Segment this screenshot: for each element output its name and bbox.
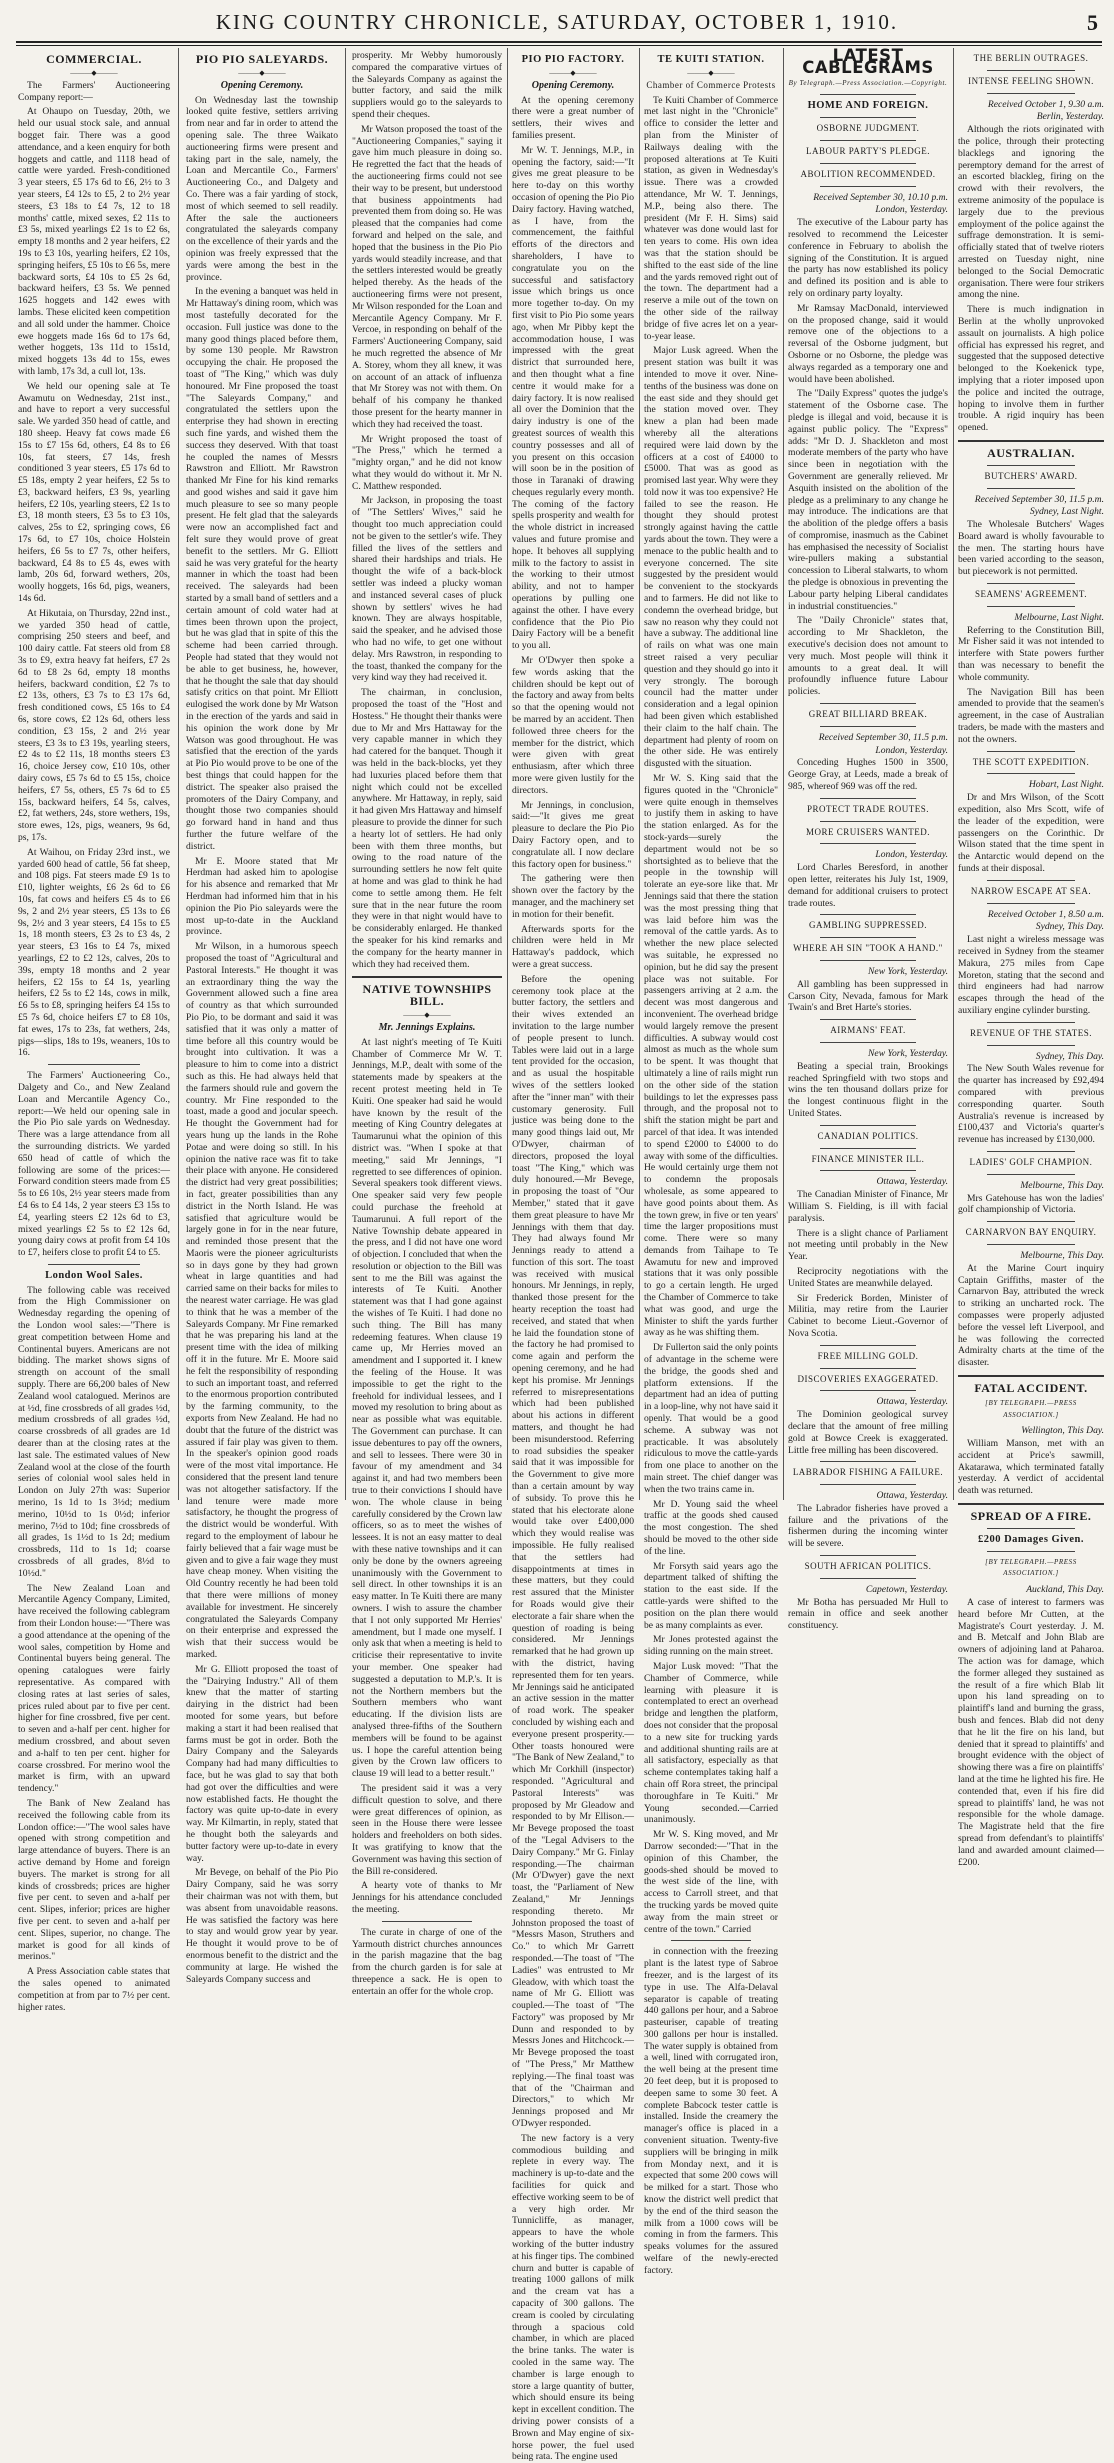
- article-headline: London Wool Sales.: [45, 1269, 143, 1281]
- paragraph: The Wholesale Butchers' Wages Board award is wholly favourable to the men. The starting hours have been varied according to the season, but piecework is not permitted.: [958, 519, 1104, 578]
- divider: [820, 798, 916, 799]
- dateline: Sydney, This Day.: [1035, 921, 1104, 933]
- page-number: 5: [1087, 10, 1100, 35]
- divider: [987, 488, 1075, 489]
- dateline: Ottawa, Yesterday.: [876, 1176, 948, 1188]
- section-caption: CARNARVON BAY ENQUIRY.: [965, 1227, 1097, 1238]
- column-latest-cablegrams: [788, 46, 948, 1632]
- paragraph: Sir Frederick Borden, Minister of Militia, may retire from the Laurier Cabinet to become Lieut.-Governor of Nova Scotia.: [788, 1292, 948, 1339]
- dateline: Melbourne, This Day.: [1020, 1179, 1104, 1191]
- ornament-rule: ———◆———: [70, 68, 118, 77]
- section-caption: OSBORNE JUDGMENT.: [816, 123, 920, 134]
- paragraph: A case of interest to farmers was heard before Mr Cutten, at the Magistrate's Court yesterday. J. M. and B. Metcalf and John Blab are owners of adjoining land at Paharoa. The action was for damage, which the former alleged they sustained as the result of a fire which Blab lit upon his land spreading on to plaintiff's land and burning the grass, bush and fences. Blab did not deny that he lit the fire on his land, but denied that it spread to plaintiffs' and brought evidence with the object of showing there was a fire on plaintiffs' land at the time he lighted his fire. He contended that, even if his fire did spread to plaintiffs' land, he was not responsible for the whole damage. The Magistrate held that the fire spread from defendant's to plaintiffs' land and awarded amount claimed—£200.: [958, 1597, 1104, 1868]
- section-caption: AIRMANS' FEAT.: [830, 1025, 906, 1036]
- paragraph: The curate in charge of one of the Yarmouth district churches announces in the parish magazine that the bag from the church garden is for sale at threepence a sack. He is open to entertain an offer for the whole crop.: [352, 1926, 502, 1997]
- divider: [820, 94, 916, 95]
- section-caption: DISCOVERIES EXAGGERATED.: [797, 1373, 939, 1384]
- paragraph: Mr E. Moore stated that Mr Herdman had asked him to apologise for his absence and remarked that Mr Herdman had informed him that in his opinion the Pio Pio saleyards were the most up-to-date in the Auckland province.: [186, 855, 338, 938]
- dateline: New York, Yesterday.: [868, 966, 948, 977]
- divider: [987, 880, 1075, 881]
- divider: [820, 1125, 916, 1126]
- article-subheading: Opening Ceremony.: [531, 79, 615, 91]
- paragraph: The gathering were then shown over the factory by the manager, and the machinery set in motion for their benefit.: [512, 873, 634, 920]
- dateline: Hobart, Last Night.: [1028, 779, 1104, 791]
- divider: [820, 140, 916, 141]
- paragraph: Mr W. T. Jennings, M.P., in opening the factory, said:—"It gives me great pleasure to be here to-day on this worthy occasion of opening the Pio Pio Dairy factory. Having watched, as I have, from the commencement, the faithful efforts of the directors and shareholders, I have to congratulate you on the successful and satisfactory issue which brings us once more together to-day. On my first visit to Pio Pio some years ago, when Mr Pibby kept the accommodation house, I was impressed with the great district that surrounded here, and then thought what a fine centre it would make for a dairy factory. It is now realised all over the Dominion that the dairy industry is one of the greatest sources of wealth this country possesses and all of you present on this occasion will soon be in the position of those in Taranaki of drawing cheques regularly every month. The coming of the factory spells prosperity and wealth for the whole district in increased values and future promise and hope. It behoves all supplying milk to the factory to assist in the working to their utmost ability, and not to hamper operations by pulling one against the other. I have every confidence that the Pio Pio Dairy Factory will be a benefit to you all.: [512, 144, 634, 652]
- dateline: Sydney, This Day.: [1035, 1050, 1104, 1062]
- paragraph: Before the opening ceremony took place at the butter factory, the settlers and their wives extended an invitation to the large number of people present to lunch. Tables were laid out in a large tent provided for the occasion, and as usual the hospitable wives of the settlers looked after the "inner man" with their customary generosity. Full justice was being done to the many good things laid out, Mr O'Dwyer, chairman of directors, proposed the loyal toast "The King," which was duly honoured.—Mr Bevege, in proposing the toast of "Our Member," stated that it gave them great pleasure to have Mr Jennings with them that day. They had always found Mr Jennings ready to attend a function of this sort. The toast was received with musical honours. Mr Jennings, in reply, thanked those present for the hearty reception the toast had received, and stated that when he laid the foundation stone of the factory he had promised to come again and perform the opening ceremony, and he had kept his promise. Mr Jennings referred to misrepresentations which had been published about his actions in different matters, and thought he had been misunderstood. Referring to road subsidies the speaker said that it was impossible for the Government to give more than a certain amount by way of subsidy. To prove this he stated that his electorate alone would take over £400,000 which they would realise was impossible. He fully realised that the settlers had disappointments at times in these matters, but they could rest assured that the Minister for Roads would give their electorate a fair share when the question of roading is being considered. Mr Jennings remarked that he had grown up with the district, having represented them for ten years. Mr Jennings said he anticipated an active session in the matter of road work. The speaker concluded by wishing each and everyone present prosperity.—Other toasts honoured were "The Bank of New Zealand," to which Mr Corkhill (inspector) responded. "Agricultural and Pastoral Interests" was proposed by Mr Gleadow and responded to by Mr Ellison.—Mr Bevege proposed the toast of the "Legal Advisers to the Dairy Company." Mr G. Finlay responding.—The chairman (Mr O'Dwyer) gave the next toast, the "Parliament of New Zealand," Mr Jennings responding thereto. Mr Johnston proposed the toast of "Messrs Mason, Struthers and Co." to which Mr Garrett responded.—The toast of "The Ladies" was entrusted to Mr Gleadow, with which toast the name of Mr G. Elliott was coupled.—The toast of "The Factory" was proposed by Mr Dunn and responded to by Messrs Jones and Hitchcock.—Mr Bevege proposed the toast of "The Press," Mr Matthew replying.—The final toast was that of the "Chairman and Directors," to which Mr Jennings proposed and Mr O'Dwyer responded.: [512, 973, 634, 2130]
- article-headline: PIO PIO SALEYARDS.: [195, 52, 329, 66]
- column-rule: [507, 48, 508, 1500]
- paragraph: Mr Wilson, in a humorous speech proposed the toast of "Agricultural and Pastoral Interests." He thought it was an extraordinary thing the way the Government allowed such a fine area of country as that which surrounded Pio Pio, to be dormant and said it was satisfied that it was only a matter of time before all this country would be brought into cultivation. It was a pleasure to him to come into a district such as this. He had always held that the farmers should rule and govern the country. Mr Fine responded to the toast, made a good and jocular speech. He thought the Government had for years hung up the lands in the Rohe Potae and were doing so still. In his opinion the native race was fit to take their place with anyone. He considered the district had very great possibilities; in fact, greater possibilities than any district in the North Island. He was satisfied that agriculture would be largely gone in for in the near future, and reminded those present that the Maoris were the pioneer agriculturists so in days gone by they had grown wheat in large quantities and had carried same on their backs for miles to the nearest water carriage. He was glad to think that he was a member of the Saleyards Company. Mr Fine remarked that he was preparing his land at the present time with the idea of milking off it in the future. Mr E. Moore said he felt the responsibility of responding to such an important toast, and referred to the enormous proportion contributed by the farming community, to the exports from New Zealand. He had no doubt that the future of the district was assured if fair play was given to them. In the speaker's opinion good roads were of the most vital importance. He considered that the present land tenure was not altogether satisfactory. If the land tenure were made more satisfactory, he thought the progress of the district would be wonderful. With regard to the employment of labour he fairly believed that a fair wage must be given and to give a fair wage they must have cheap money. When visiting the Old Country recently he had been told that there were millions of money available for investment. He sincerely congratulated the Saleyards Company on their enterprise and expressed the wish that their success would be marked.: [186, 941, 338, 1660]
- dateline: Melbourne, Last Night.: [1014, 611, 1104, 623]
- paragraph: In the evening a banquet was held in Mr Hattaway's dining room, which was most tastefully decorated for the occasion. Full justice was done to the many good things placed before them, by some 130 people. Mr Rawstron occupying the chair. He proposed the toast of "The King," which was duly honoured. Mr Fine proposed the toast "The Saleyards Company," and congratulated the settlers upon the enterprise they had shown in erecting such fine yards, and wished them the success they deserved. With that toast he coupled the names of Messrs Rawstron and Elliott. Mr Rawstron thanked Mr Fine for his kind remarks and good wishes and said it gave him much pleasure to see so many people present. He felt glad that the saleyards were now an accomplished fact and felt sure they would prove of great benefit to the settlers. Mr G. Elliott said he was very grateful for the hearty manner in which the toast had been received. The saleyards had been started by a small band of settlers and a certain amount of cold water had at times been thrown upon the project, but he was glad that in spite of this the scheme had been carried through. People had stated that they would not be able to get business, he, however, that he thought the sale that day should satisfy critics on that point. Mr Elliott eulogised the work done by Mr Watson in the erection of the yards and said in his opinion the work done by Mr Watson was good throughout. He was satisfied that the erection of the yards at Pio Pio would prove to be one of the best things that could happen for the district. The speaker also praised the promoters of the Dairy Company, and thought those two companies should go forward hand in hand and thus further the future welfare of the district.: [186, 286, 338, 852]
- section-caption: INTENSE FEELING SHOWN.: [968, 75, 1094, 86]
- divider: [987, 465, 1075, 466]
- section-caption: SOUTH AFRICAN POLITICS.: [804, 1561, 932, 1572]
- divider: [820, 1170, 916, 1171]
- section-caption: LADIES' GOLF CHAMPION.: [969, 1156, 1093, 1167]
- divider: [987, 1151, 1075, 1152]
- press-credit: [BY TELEGRAPH.—PRESS ASSOCIATION.]: [985, 1398, 1077, 1419]
- section-caption: REVENUE OF THE STATES.: [969, 1027, 1093, 1038]
- dateline: New York, Yesterday.: [868, 1047, 948, 1059]
- paragraph: Afterwards sports for the children were held in Mr Hattaway's paddock, which were a great success.: [512, 923, 634, 970]
- masthead: [0, 10, 1114, 36]
- paragraph: Reciprocity negotiations with the United States are meanwhile delayed.: [788, 1265, 948, 1289]
- column-pio-pio-factory: [512, 50, 634, 2463]
- divider: [987, 1551, 1075, 1552]
- divider: [987, 1244, 1075, 1245]
- press-credit: By Telegraph.—Press Association.—Copyright.: [788, 78, 948, 87]
- paragraph: The following cable was received from the High Commissioner on Wednesday regarding the opening of the London wool sales:—"There is great competition between Home and Continental buyers. Americans are not bidding. The market shows signs of strength on account of the small supply. There are 66,200 bales of New Zealand wool catalogued. Merinos are at ½d, fine crossbreds of all grades ½d, medium crossbreds of all grades ½d, coarse crossbreds of all grades are 1d dearer than at the closing rates at the last sale. The estimated values of New Zealand wool at the close of the fourth series of colonial wool sales held in London on July 27th was: Superior merino, 1s 1d to 1s 3½d; medium merino, 10½d to 1s 0½d; inferior merino, 7½d to 10d; fine crossbreds of all grades, 1s 1½d to 1s 2d; medium crossbreds, 11d to 1s 1d; coarse crossbreds of all grades, 8½d to 10½d.": [18, 1284, 170, 1579]
- divider: [820, 914, 916, 915]
- paragraph: Although the riots originated with the police, through their protecting blacklegs and ignoring the peremptory demand for the arrest of an escorted blackleg, firing on the crowd with their revolvers, the extreme animosity of the populace is largely due to the previous employment of the police against the suffrage demonstration. It is semi-officially stated that of twelve rioters arrested on Tuesday night, nine belonged to the Social Democratic organisation. There were four strikers among the nine.: [958, 124, 1104, 301]
- divider: [820, 1461, 916, 1462]
- paragraph: Lord Charles Beresford, in another open letter, reiterates his July 1st, 1909, demand for additional cruisers to protect trade routes.: [788, 862, 948, 909]
- paragraph: Last night a wireless message was received in Sydney from the steamer Makura, 275 miles from Cape Moreton, stating that the second and third engineers had had narrow escapes through the head of the auxiliary engine cylinder bursting.: [958, 934, 1104, 1016]
- divider: [987, 1045, 1075, 1046]
- paragraph: Mr Botha has persuaded Mr Hull to remain in office and seek another constituency.: [788, 1596, 948, 1632]
- divider: [987, 1221, 1075, 1222]
- paragraph: Beating a special train, Brookings reached Springfield with two stops and wins the ten thousand dollars prize for the longest continuous flight in the United States.: [788, 1060, 948, 1119]
- paragraph: Mrs Gatehouse has won the ladies' golf championship of Victoria.: [958, 1192, 1104, 1216]
- divider: [987, 1174, 1075, 1175]
- article-headline: FATAL ACCIDENT.: [974, 1380, 1088, 1395]
- column-te-kuiti-station: [644, 50, 778, 2276]
- paragraph: Mr Ramsay MacDonald, interviewed on the proposed change, said it would remove one of the objections to a reversal of the Osborne judgment, but Osborne or no Osborne, the pledge was always regarded as a temporary one and would have been abolished.: [788, 302, 948, 385]
- section-caption: THE BERLIN OUTRAGES.: [973, 53, 1089, 63]
- paragraph: The Dominion geological survey declare that the amount of free milling gold at Bowce Creek is exaggerated. Little free milling has been discovered.: [788, 1409, 948, 1456]
- article-headline: TE KUITI STATION.: [657, 54, 765, 65]
- divider: [987, 583, 1075, 584]
- article-headline: HOME AND FOREIGN.: [807, 100, 929, 112]
- column-rule: [783, 48, 784, 1500]
- ornament-rule: ———◆———: [549, 68, 597, 77]
- section-caption: THE SCOTT EXPEDITION.: [972, 756, 1090, 767]
- divider: [820, 1368, 916, 1369]
- paragraph: The Bank of New Zealand has received the following cable from its London office:—"The wool sales have opened with strong competition and large attendance of buyers. There is an active demand by Home and foreign buyers. The market is strong for all kinds of crossbreds; prices are higher five per cent. to seven and a-half per cent. Slipes, inferior; prices are higher five per cent. to seven and a-half per cent. Slipes, superior, no change. The market is good for all kinds of merinos.": [18, 1797, 170, 1963]
- paragraph: The New Zealand Loan and Mercantile Agency Company, Limited, have received the following cablegram from their London house:—"There was a good attendance at the opening of the wool sales, competition by Home and Continental buyers being general. The opening catalogues were fairly representative. As compared with closing rates at last series of sales, prices ruled about par to five per cent. higher for fine crossbred, five per cent. to seven and a-half per cent. higher for medium crossbred, and about seven and a-half to ten per cent. higher for coarse crossbred. For merino wool the market is firm, with an upward tendency.": [18, 1582, 170, 1795]
- paragraph: Mr Forsyth said years ago the department talked of shifting the station to the east side. If the cattle-yards were shifted to the position on the plan there would be as many complaints as ever.: [644, 1560, 778, 1631]
- section-caption: FINANCE MINISTER ILL.: [811, 1153, 925, 1164]
- dateline: London, Yesterday.: [875, 204, 948, 216]
- divider: [820, 186, 916, 187]
- paragraph: The president said it was a very difficult question to solve, and there were great differences of opinion, as seen in the House there were lessee holders and freeholders on both sides. It was gratifying to know that the Government was having this section of the Bill re-considered.: [352, 1782, 503, 1877]
- divider: [820, 1390, 916, 1391]
- paragraph: The new factory is a very commodious building and replete in every way. The machinery is up-to-date and the facilities for quick and effective working seem to be of a very high order. Mr Tunnicliffe, as manager, appears to have the whole working of the butter industry at his finger tips. The combined churn and butter is capable of treating 1000 gallons of milk and the cream vat has a capacity of 300 gallons. The cream is cooled by circulating through a spacious cold chamber, in which are placed the brine tanks. The water is cooled in the same way. The chamber is large enough to store a large quantity of butter, which should ensure its being kept in excellent condition. The driving power consists of a Brown and May engine of six-horse power, the fuel used being rata. The engine used: [512, 2132, 634, 2463]
- section-caption: Chamber of Commerce Protests: [646, 79, 776, 90]
- divider: [820, 117, 916, 118]
- divider: [987, 606, 1075, 607]
- paragraph: Mr Jennings, in conclusion, said:—"It gives me great pleasure to declare the Pio Pio Dairy Factory open, and to congratulate all. I now declare this factory open for business.": [512, 799, 634, 870]
- section-caption: CANADIAN POLITICS.: [817, 1130, 919, 1141]
- paragraph: All gambling has been suppressed in Carson City, Nevada, famous for Mark Twain's and Bret Harte's stories.: [788, 978, 948, 1014]
- paragraph: The "Daily Chronicle" states that, according to Mr Shackleton, the executive's decision does not amount to very much. Most people will think it amounts to a great deal. It will profoundly influence future Labour policies.: [788, 615, 948, 698]
- column-rule: [178, 48, 179, 1500]
- paragraph: We held our opening sale at Te Awamutu on Wednesday, 21st inst., and have to report a very successful sale. We yarded 350 head of cattle, and 180 sheep. Heavy fat cows made £6 15s to £7 15s 6d, others, £4 8s to £6 10s, fat steers, £7 14s, fresh conditioned 3 year steers, £5 17s 6d to £5 18s, empty 2 year heifers, £2 5s to £3, backward heifers, £3 9s, yearling heifers, £2 10s, yearling steers, £2 1s to £3, 18 month steers, £3 5s to £3 10s, calves, 25s to £2, springing cows, £6 17s 6d, to £7 10s, choice Holstein heifers, £6 5s to £7 7s, other heifers, backward, £4 8s to £5 4s, ewes with lamb, 20s 6d, forward wethers, 20s, woolly hoggets, 16s 6d, pigs, weaners, 14s 6d.: [18, 380, 170, 605]
- column-rule: [345, 48, 346, 1500]
- paragraph: prosperity. Mr Webby humorously compared the comparative virtues of the Saleyards Company as against the butter factory, and said the milk suppliers would go to the saleyards to spend their cheques.: [352, 50, 502, 120]
- dateline: Received September 30, 11.5 p.m.: [974, 493, 1104, 505]
- section-caption: GAMBLING SUPPRESSED.: [808, 920, 928, 931]
- divider: [820, 843, 916, 844]
- divider: [820, 1345, 916, 1346]
- divider: [820, 163, 916, 164]
- divider: [820, 960, 916, 961]
- divider: [820, 1148, 916, 1149]
- section-caption: ABOLITION RECOMMENDED.: [800, 168, 936, 179]
- section-caption: LABRADOR FISHING A FAILURE.: [792, 1467, 944, 1478]
- paragraph: At the opening ceremony there were a great number of settlers, their wives and families present.: [512, 94, 634, 141]
- divider: [820, 1555, 916, 1556]
- dateline: Berlin, Yesterday.: [1036, 111, 1104, 123]
- paragraph: Te Kuiti Chamber of Commerce met last night in the "Chronicle" office to consider the letter and plan from the Minister of Railways dealing with the proposed alterations at Te Kuiti station, as given in Wednesday's issue. There was a crowded attendance, Mr W. T. Jennings, M.P., being also there. The president (Mr F. H. Sims) said whatever was done would last for ten years to come. His own idea was that the station should be shifted to the east side of the line and the yards removed right out of the town. The department had a reserve a mile out of the town on the other side of the railway bridge of five acres let on a year-to-year lease.: [644, 94, 778, 342]
- masthead-rule: [16, 41, 1102, 46]
- paragraph: There is much indignation in Berlin at the wholly unprovoked assault on journalists. A high police official has expressed his regret, and suggested that the supposed detective belonged to the Koekenick type, implying that a rioter imposed upon the police and incited the outrage, hoping to involve them in further trouble. A rigid inquiry has been opened.: [958, 304, 1104, 434]
- paragraph: Mr Watson proposed the toast of the "Auctioneering Companies," saying it gave him much pleasure in doing so. He regretted the fact that the heads of the auctioneering firms could not see their way to be present, but understood that business appointments had prevented them from doing so. He was pleased that the companies had come forward and helped on the sale, and hoped that the business in the Pio Pio yards would steadily increase, and that the settlers interested would be greatly helped thereby. As the heads of the auctioneering firms were not present, Mr Wilson responded for the Loan and Mercantile Agency Company. Mr F. Vercoe, in responding on behalf of the Farmers' Auctioneering Company, said he much regretted the absence of Mr A. Storey, whom they all knew, it was on account of an attack of influenza that Mr Storey was not with them. On behalf of his company he thanked those present for the hearty manner in which they had received the toast.: [352, 123, 502, 430]
- dateline: London, Yesterday.: [875, 849, 948, 861]
- column-rule: [953, 48, 954, 1500]
- paragraph: Mr W. S. King moved, and Mr Darrow seconded:—"That in the opinion of this Chamber, the goods-shed should be moved to the west side of the line, with access to Carroll street, and that the trucking yards be moved quite away from the main street or centre of the town." Carried: [644, 1829, 778, 1935]
- paragraph: Dr Fullerton said the only points of advantage in the scheme were the bridge, the goods shed and platform extensions. If the department had an idea of putting in a loop-line, why not have said it openly. That would be a good scheme. A subway was not practicable. It was absolutely ridiculous to move the cattle-yards from one place to another on the main street. The chief danger was when the two trains came in.: [644, 1342, 778, 1495]
- paragraph: Mr Wright proposed the toast of "The Press," which he termed a "mighty organ," and he did not know what they would do without it. Mr N. C. Matthew responded.: [352, 433, 502, 492]
- article-headline: LATEST CABLEGRAMS: [802, 46, 934, 77]
- paragraph: Referring to the Constitution Bill, Mr Fisher said it was not intended to interfere with State powers further than was necessary to benefit the whole community.: [958, 624, 1104, 683]
- ornament-rule: ———◆———: [403, 1010, 451, 1019]
- column-pio-pio-saleyards: [186, 50, 338, 1985]
- press-credit: [BY TELEGRAPH.—PRESS ASSOCIATION.]: [985, 1557, 1077, 1578]
- divider: [987, 93, 1075, 94]
- dateline: Ottawa, Yesterday.: [876, 1396, 948, 1408]
- section-caption: NARROW ESCAPE AT SEA.: [970, 885, 1092, 896]
- divider: [820, 1019, 916, 1020]
- ornament-rule: ———◆———: [238, 68, 286, 77]
- dateline: London, Yesterday.: [875, 744, 948, 756]
- paragraph: Mr Jackson, in proposing the toast of "The Settlers' Wives," said he thought too much appreciation could not be given to the settler's wife. They filled the lives of the settlers and shared their hardships and trials. He thought the wife of a back-block settler was indeed a plucky woman and instanced several cases of pluck shown by settlers' wives he had known. They are always hospitable, said the speaker, and he advised those who had no wife, to get one without delay. Mrs Rawstron, in responding to the toast, thanked the company for the very kind way they had received it.: [352, 495, 502, 684]
- divider: [820, 821, 916, 822]
- article-headline: NATIVE TOWNSHIPS BILL.: [362, 982, 492, 1009]
- divider: [958, 1375, 1104, 1377]
- paragraph: At Waihou, on Friday 23rd inst., we yarded 600 head of cattle, 56 fat sheep, and 108 pigs. Fat steers made £9 1s to £10, lighter weights, £6 2s 6d to £6 10s, fat cows and heifers £5 4s to £6 9s, 2 and 2½ year steers, £5 13s to £6 9s, 2½ and 3 year steers, £4 15s to £5 1s, 18 month steers, £3 2s to £3 4s, 2 year steers, £3 16s to £4 7s, mixed yearlings, £2 to £2 12s, calves, 20s to 39s, empty 18 months and 2 year heifers, £2 15s to £4 1s, yearling heifers, £2 5s to £2 14s, cows in milk, £6 5s to £8, springing heifers £4 15s to £5 7s 6d, choice heifers £7 to £8 10s, fat ewes, 17s to 23s, fat wethers, 24s, pigs—slips, 18s to 19s, weaners, 10s to 16.: [18, 846, 170, 1059]
- section-caption: MORE CRUISERS WANTED.: [805, 826, 931, 837]
- divider: [987, 751, 1075, 752]
- divider: [987, 1528, 1075, 1529]
- article-headline: COMMERCIAL.: [46, 52, 142, 66]
- article-headline: PIO PIO FACTORY.: [521, 54, 625, 65]
- paragraph: Major Lusk agreed. When the present station was built it was intended to move it over. Nine-tenths of the business was done on the east side and they should get the station moved over. They knew a plan had been made whereby all the alterations required were laid down by the officers at a cost of £4000 to £5000. That was as good as promised last year. Why were they told now it was too expensive? He failed to see the reason. He thought they should protest strongly against having the cattle yards about the town. They were a menace to the public health and to everyone concerned. The site suggested by the president would be convenient to the stockyards and to farmers. He did not like to condemn the overhead bridge, but saw no reason why they could not have a subway. The additional line of rails on what was one main street raised a very peculiar question and they should go into it very strongly. The borough council had the matter under consideration and a legal opinion had been given which established their claim to the half chain. The department had plenty of room on the other side. He was entirely disgusted with the situation.: [644, 345, 778, 770]
- paragraph: The Navigation Bill has been amended to provide that the seamen's agreement, in the case of Australian traders, be made with the masters and not the owners.: [958, 686, 1104, 745]
- paragraph: Dr and Mrs Wilson, of the Scott expedition, also Mrs Scott, wife of the leader of the expedition, were passengers on the Corinthic. Dr Wilson stated that the time spent in the Antarctic would depend on the funds at their disposal.: [958, 792, 1104, 875]
- section-caption: SEAMENS' AGREEMENT.: [975, 589, 1087, 600]
- paragraph: Mr Jones protested against the siding running on the main street.: [644, 1634, 778, 1658]
- dateline: Received October 1, 9.30 a.m.: [987, 98, 1104, 110]
- dateline: Auckland, This Day.: [1026, 1584, 1104, 1596]
- paragraph: The Canadian Minister of Finance, Mr William S. Fielding, is ill with facial paralysis.: [788, 1189, 948, 1224]
- ornament-rule: ———◆———: [687, 68, 735, 77]
- article-subheading: Mr. Jennings Explains.: [378, 1021, 476, 1033]
- section-caption: FREE MILLING GOLD.: [817, 1350, 919, 1361]
- paragraph: Conceding Hughes 1500 in 3500, George Gray, at Leeds, made a break of 985, whereof 969 was off the red.: [788, 757, 948, 793]
- paragraph: At Hikutaia, on Thursday, 22nd inst., we yarded 350 head of cattle, comprising 250 steers and beef, and 100 dairy cattle. Fat steers old from £8 3s to £9, extra heavy fat heifers, £7 2s 6d to £8 2s 6d, empty 18 months heifers, backward condition, £2 7s to £2 13s, others, £3 7s to £3 17s 6d, fresh conditioned cows, £5 16s to £4 6s, store cows, £2 12s 6d, others less condition, £3 15s, 2 and 2½ year steers, £3 3s to £3 19s, yearling steers, £2 4s to £2 11s, 18 months steers £3 16, choice Jersey cow, £10 10s, other dairy cows, £5 7s 6d to £5 15s, choice heifers, £7 5s, others, £5 7s 6d to £5 15s, backward heifers, £4 5s, calves, £2, fat wethers, 24s, store wethers, 19s, store ewes, 12s, pigs, weaners, 9s 6d, ps, 17s.: [18, 607, 170, 843]
- divider: [671, 1940, 751, 1941]
- dateline: Received September 30, 10.10 p.m.: [813, 191, 948, 203]
- column-berlin-australian: [958, 50, 1104, 1868]
- paragraph: Mr W. S. King said that the figures quoted in the "Chronicle" were quite enough in themselves to justify them in asking to have the station enlarged. As for the stock-yards—surely the department would not be so shortsighted as to believe that the people in the township will tolerate an eye-sore like that. Mr Jennings said that there the station was the most pressing thing that was laid before him was the removal of the cattle yards. As to whether the new place selected was suitable, he expressed no opinion, but he did say the present place was not suitable. For passengers arriving at 2 a.m. the decent was most dangerous and inconvenient. The overhead bridge would largely remove the present difficulties. A subway would cost almost as much as the whole sum to be spent. It was thought that ultimately a line of rails might run on the other side of the station buildings to let the expresses pass through, and the proposal not to shift the station might be part and parcel of that idea. It was intended to spend £2000 to £4000 to do away with some of the difficulties. He would certainly urge them not to condemn the proposals wholesale, as some appeared to have good points about them. As the town grew, in five or ten years' time the larger propositions must come. There were so many demands from Taihape to Te Awamutu for new and improved stations that it was only possible to go a certain length. He urged the Chamber of Commerce to take what was good, and urge the Minister to shift the yards further away as he was shifting them.: [644, 773, 778, 1339]
- column-rule: [639, 48, 640, 1500]
- divider: [987, 773, 1075, 774]
- paragraph: There is a slight chance of Parliament not meeting until probably in the New Year.: [788, 1227, 948, 1263]
- paragraph: The Labrador fisheries have proved a failure and the privations of the fishermen during the incoming winter will be severe.: [788, 1502, 948, 1550]
- dateline: Sydney, Last Night.: [1029, 506, 1104, 518]
- divider: [382, 1921, 472, 1922]
- divider: [958, 440, 1104, 442]
- section-caption: WHERE AH SIN "TOOK A HAND.": [793, 943, 943, 954]
- paragraph: Major Lusk moved: "That the Chamber of Commerce, while learning with pleasure it is contemplated to erect an overhead bridge and lengthen the platform, does not consider that the proposal to a new site for trucking yards and additional shunting rails are at all satisfactory, especially as that scheme contemplates taking half a chain off Rora street, the principal thoroughfare in Te Kuiti." Mr Young seconded.—Carried unanimously.: [644, 1660, 778, 1826]
- dateline: Received October 1, 8.50 a.m.: [987, 908, 1104, 920]
- dateline: Capetown, Yesterday.: [865, 1583, 948, 1595]
- article-headline: £200 Damages Given.: [977, 1533, 1085, 1545]
- paragraph: in connection with the freezing plant is the latest type of Sabroe freezer, and is the largest of its type in use. The Alfa-Delaval separator is capable of treating 440 gallons per hour, and a Sabroe pasteuriser, capable of treating 300 gallons per hour is installed. The water supply is obtained from a well, lined with corrugated iron, the well being at the present time 20 feet deep, but it is proposed to deepen same to some 30 feet. A complete Babcock tester cattle is installed. Inside the creamery the manager's office is placed in a convenient situation. Twenty-five suppliers will be bringing in milk from Monday next, and it is expected that some 200 cows will be milked for a start. Those who know the district well predict that by the end of the third season the milk from a 1000 cows will be coming in from the farmers. This speaks volumes for the assured welfare of the newly-erected factory.: [644, 1946, 778, 2276]
- article-headline: AUSTRALIAN.: [987, 445, 1075, 460]
- paragraph: Mr Bevege, on behalf of the Pio Pio Dairy Company, said he was sorry their chairman was not with them, but was absent from unavoidable reasons. He was satisfied the factory was here to stay and would grow year by year. He thought it would prove to be of enormous benefit to the district and the community at large. He wished the Saleyards Company success and: [186, 1867, 338, 1985]
- paragraph: At Ohaupo on Tuesday, 20th, we held our usual stock sale, and annual bogget fair. There was a good attendance, and a keen enquiry for both hoggets and cattle, and 1118 head of cattle were yarded. Fresh-conditioned 3 year steers, £5 17s 6d to £6, 2½ to 3 year steers, £4 12s to £5, 2 to 2½ year steers, £3 18s to £4 7s, 12 to 18 months' cattle, mixed sexes, £2 11s to £3 5s, mixed yearlings £2 1s to £2 6s, empty 18 months and 2 year heifers, £2 19s to £3 10s, yearling heifers, £2 10s, springing heifers, £5 10s to £6 5s, mere backward sorts, £4 10s to £5 2s 6d, backward heifers, £3 5s. We penned 1625 hoggets and 142 ewes with lambs. These elicited keen competition and all sold under the hammer. Choice ewe hoggets made 16s 6d to 17s 6d, wether hoggets, 13s 11d to 15s1d, mixed hoggets 13s 4d to 15s, ewes with lamb, 17s 3d, a cull lot, 13s.: [18, 106, 170, 377]
- section-caption: GREAT BILLIARD BREAK.: [808, 709, 928, 720]
- paragraph: A hearty vote of thanks to Mr Jennings for his attendance concluded the meeting.: [352, 1880, 502, 1915]
- paragraph: At the Marine Court inquiry Captain Griffiths, master of the Carnarvon Bay, attributed the wreck to striking an uncharted rock. The compasses were properly adjusted before the vessel left Liverpool, and he was following the corrected Admiralty charts at the time of the disaster.: [958, 1262, 1104, 1369]
- divider: [987, 70, 1075, 71]
- column-native-townships: [352, 50, 503, 1997]
- divider: [958, 1503, 1104, 1505]
- divider: [820, 703, 916, 704]
- paragraph: Mr G. Elliott proposed the toast of the "Dairying Industry." All of them knew that the matter of starting dairying in the district had been mooted for some years, but before making a start it had been realised that farms must be got in order. Both the Dairy Company and the Saleyards Company had had many difficulties to face, but he was glad to say that both had got over the difficulties and were now established facts. He thought the factory was quite up-to-date in every way. Mr Kilmartin, in reply, stated that he thought both the saleyards and butter factory were up-to-date in every way.: [186, 1663, 338, 1864]
- paragraph: The chairman, in conclusion, proposed the toast of the "Host and Hostess." He thought their thanks were due to Mr and Mrs Hattaway for the very capable manner in which they had catered for the banquet. Though it was held in the back-blocks, yet they had luxuries placed before them that night which could not be excelled anywhere. Mr Hattaway, in reply, said it had given Mrs Hattaway and himself pleasure to provide the dinner for such a hearty lot of settlers. He had only been with them three months, but owing to the road nature of the surrounding settlers he now felt quite at home and was glad to think he had come to settle among them. He felt sure that in the near future the room they were in that night would have to be considerably enlarged. He thanked the speaker for his kind remarks and the company for the hearty manner in which they had received them.: [352, 687, 502, 970]
- paragraph: Mr O'Dwyer then spoke a few words asking that the children should be kept out of the factory and away from belts so that the opening would not be marred by an accident. Then followed three cheers for the member for the district, which were given with great enthusiasm, after which three more were given lustily for the directors.: [512, 655, 634, 796]
- paragraph: The "Daily Express" quotes the judge's statement of the Osborne case. The pledge is illegal and void, because it is against public policy. The "Express" adds: "Mr D. J. Shackleton and most moderate members of the party who have since been in negotiation with the Government are generally relieved. Mr Asquith insisted on the abolition of the pledge as a preliminary to any change he may introduce. The indications are that the abolition of the pledge offers a basis of compromise, inasmuch as the Cabinet has emphasised the necessity of Socialist wire-pullers making a substantial concession to Liberal stalwarts, to whom the pledge is obnoxious in preventing the Labour party helping Liberal candidates in industrial constituencies.": [788, 388, 948, 612]
- divider: [987, 903, 1075, 904]
- article-headline: SPREAD OF A FIRE.: [970, 1509, 1092, 1524]
- paragraph: The Farmers' Auctioneering Company report:—: [18, 79, 170, 103]
- dateline: Ottawa, Yesterday.: [876, 1490, 948, 1502]
- paragraph: A Press Association cable states that the sales opened to animated competition at from par to 7½ per cent. higher rates.: [18, 1966, 170, 2013]
- divider: [820, 937, 916, 938]
- paragraph: The Farmers' Auctioneering Co., Dalgety and Co., and New Zealand Loan and Mercantile Agency Co., report:—We held our opening sale in the Pio Pio sale yards on Wednesday. There was a large attendance from all the surrounding districts. We yarded 650 head of cattle of which the following are some of the prices:—Forward condition steers made from £5 5s to £6 10s, 2½ year steers made from £4 6s to £4 14s, 2 year steers £3 15s to £4, yearling steers £2 12s 6d to £3, mixed yearlings £2 5s to £2 12s 6d, young dairy cows at profit from £4 10s to £7, heifers close to profit £4 to £5.: [18, 1070, 170, 1259]
- section-caption: LABOUR PARTY'S PLEDGE.: [805, 145, 930, 156]
- divider: [820, 1578, 916, 1579]
- divider: [820, 1042, 916, 1043]
- masthead-title: KING COUNTRY CHRONICLE, SATURDAY, OCTOBER 1, 1910.: [215, 10, 899, 34]
- paragraph: On Wednesday last the township looked quite festive, settlers arriving from near and far in order to attend the opening sale. The three Waikato auctioneering firms were present and taking part in the sale, namely, the Loan and Mercantile Co., Farmers' Auctioneering Co., and Dalgety and Co. There was a fair yarding of stock, most of which seemed to sell readily. After the sale the auctioneers congratulated the saleyards company on the excellence of their yards and the opinion was freely expressed that the yards were among the best in the province.: [186, 94, 338, 283]
- dateline: Melbourne, This Day.: [1020, 1249, 1104, 1261]
- article-subheading: Opening Ceremony.: [220, 79, 304, 91]
- divider: [48, 1264, 139, 1265]
- paragraph: William Manson, met with an accident at Price's sawmill, Akatarawa, which terminated fatally yesterday. A verdict of accidental death was returned.: [958, 1438, 1104, 1497]
- paragraph: At last night's meeting of Te Kuiti Chamber of Commerce Mr W. T. Jennings, M.P., dealt with some of the statements made by speakers at the recent protest meeting held in Te Kuiti. One speaker had said he would have known by the result of the meeting of King Country delegates at Taumarunui what the opinion of this district was. "When I spoke at that meeting," said Mr Jennings, "I regretted to see differences of opinion. Several speakers took different views. One speaker said very few people could purchase the freehold at Taumarunui. A full report of the Native Township debate appeared in the press, and I did not have one word of objection. I concluded that when the resolution or objection to the Bill was sent to me the Bill was against the interests of Te Kuiti. Another statement was that I had gone against the wishes of Te Kuiti. I had done no such thing. The Bill has many redeeming features. When clause 19 came up, Mr Herries moved an amendment and I supported it. I knew the feeling of the House. It was impossible to get the right to the freehold for individual lessees, and I moved my resolution to bring about as near as possible what was equitable. The Government can purchase. It can issue debentures to pay off the owners, and sell to lessees. There were 30 in favour of my amendment and 34 against it, and had two members been true to their convictions I should have won. The whole clause in being carefully considered by the Crown law officers, so as to meet the wishes of lessees. It is not an easy matter to deal with these native townships and it can only be done by the owners agreeing unanimously with the Government to sell direct. In other townships it is an easy matter. In Te Kuiti there are many owners. I wish to assure the chamber that I not only supported Mr Herries' amendment, but I made one myself. I only ask that when a meeting is held to criticise their representative to invite your member. One speaker had suggested a deputation to M.P.'s. It is not the Northern members but the Southern members who want educating. If the division lists are analysed three-fifths of the Southern members will be found to be against us. I hope the careful attention being given by the Crown law officers to clause 19 will lead to a better result.": [352, 1036, 502, 1780]
- divider: [48, 1064, 139, 1065]
- divider: [820, 726, 916, 727]
- section-caption: PROTECT TRADE ROUTES.: [807, 803, 929, 814]
- column-commercial: [18, 50, 170, 2013]
- divider: [352, 976, 502, 978]
- section-caption: BUTCHERS' AWARD.: [984, 470, 1078, 481]
- paragraph: Mr D. Young said the wheel traffic at the goods shed caused the most congestion. The shed should be moved to the other side of the line.: [644, 1498, 778, 1557]
- divider: [987, 1022, 1075, 1023]
- dateline: Wellington, This Day.: [1021, 1425, 1104, 1437]
- dateline: Received September 30, 11.5 p.m.: [818, 731, 948, 743]
- divider: [820, 1484, 916, 1485]
- paragraph: The executive of the Labour party has resolved to recommend the Leicester conference in February to abolish the signing of the Constitution. It is argued the party has now established its policy and defined its position and is able to rely on ordinary party loyalty.: [788, 217, 948, 299]
- paragraph: The New South Wales revenue for the quarter has increased by £92,494 compared with previous corresponding quarter. South Australia's revenue is increased by £100,437 and Victoria's quarter's revenue has increased by £130,000.: [958, 1063, 1104, 1146]
